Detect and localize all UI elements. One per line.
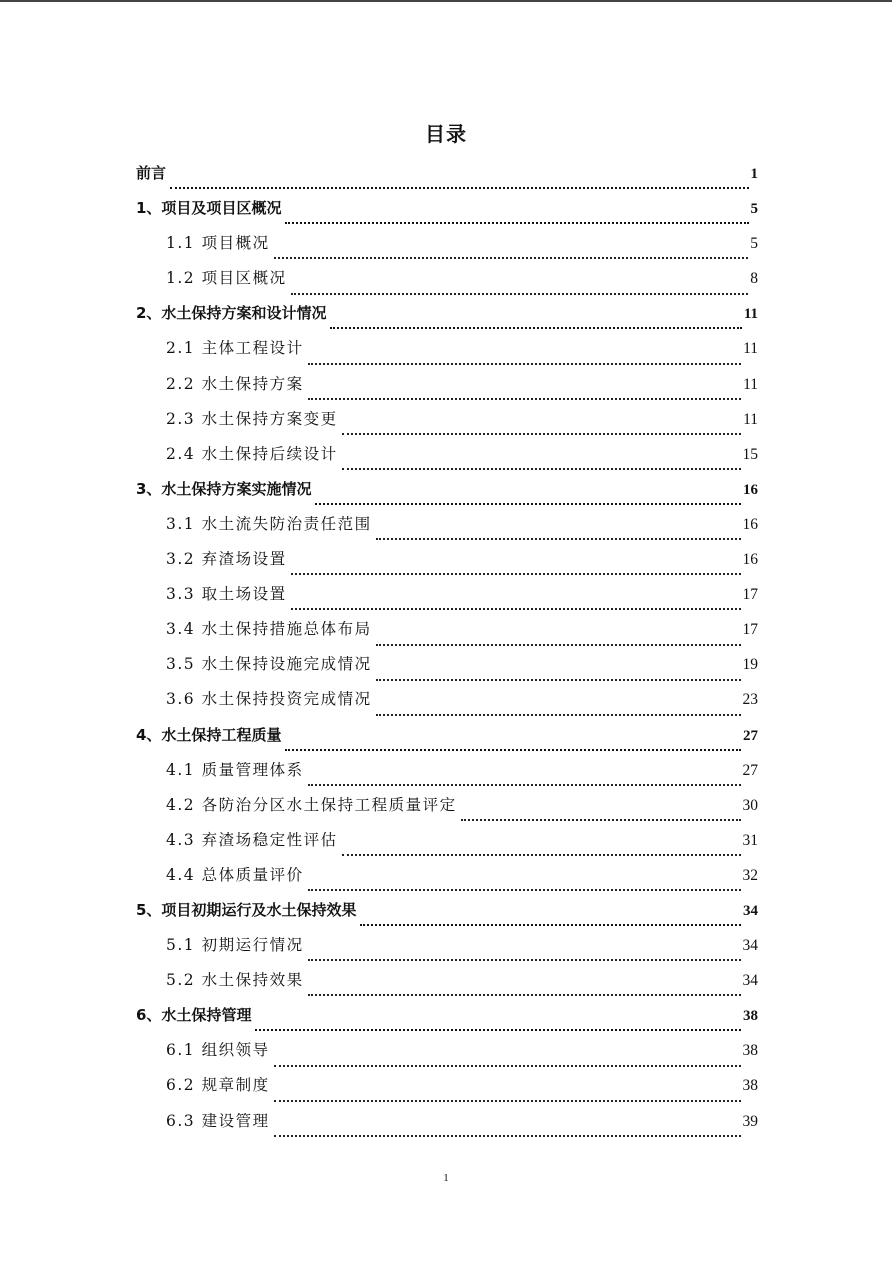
- toc-entry-page-number: 32: [742, 866, 758, 884]
- toc-dot-leader: [342, 417, 741, 435]
- toc-section-entry[interactable]: [136, 542, 758, 577]
- toc-entry-label: 5.2 水土保持效果: [166, 971, 304, 990]
- toc-entry-label: 1.2 项目区概况: [166, 269, 287, 288]
- toc-entry-label: 4.3 弃渣场稳定性评估: [166, 830, 338, 849]
- toc-dot-leader: [376, 698, 741, 716]
- toc-entry-page-number: 39: [742, 1112, 758, 1130]
- toc-entry-page-number: 8: [750, 270, 758, 288]
- toc-section-entry[interactable]: [136, 331, 758, 366]
- toc-section-entry[interactable]: [136, 577, 758, 612]
- toc-section-entry[interactable]: [136, 647, 758, 682]
- toc-chapter-entry[interactable]: [136, 156, 758, 191]
- toc-entry-label: 6.2 规章制度: [166, 1076, 270, 1095]
- toc-entry-page-number: 1: [750, 166, 758, 182]
- toc-entry-page-number: 5: [750, 235, 758, 253]
- toc-dot-leader: [376, 663, 741, 681]
- toc-section-entry[interactable]: [136, 226, 758, 261]
- toc-dot-leader: [274, 1084, 741, 1102]
- toc-entry-page-number: 27: [743, 727, 758, 744]
- toc-dot-leader: [291, 558, 741, 576]
- toc-entry-page-number: 17: [742, 586, 758, 604]
- toc-entry-label: 3.5 水土保持设施完成情况: [166, 655, 372, 674]
- toc-entry-page-number: 11: [743, 375, 758, 393]
- toc-entry-label: 6.3 建设管理: [166, 1111, 270, 1130]
- toc-chapter-entry[interactable]: [136, 718, 758, 753]
- toc-entry-label: 2.3 水土保持方案变更: [166, 409, 338, 428]
- toc-entry-label: 4.1 质量管理体系: [166, 760, 304, 779]
- toc-chapter-entry[interactable]: [136, 296, 758, 331]
- toc-entry-page-number: 16: [742, 551, 758, 569]
- toc-section-entry[interactable]: [136, 963, 758, 998]
- toc-entry-page-number: 19: [742, 656, 758, 674]
- toc-entry-label: 2、水土保持方案和设计情况: [136, 304, 327, 323]
- toc-entry-label: 2.2 水土保持方案: [166, 374, 304, 393]
- toc-dot-leader: [291, 277, 749, 295]
- toc-entry-page-number: 38: [742, 1077, 758, 1095]
- toc-entry-label: 4、水土保持工程质量: [136, 725, 282, 744]
- toc-entry-label: 1、项目及项目区概况: [136, 199, 282, 218]
- toc-entry-page-number: 15: [742, 445, 758, 463]
- toc-entry-page-number: 23: [742, 691, 758, 709]
- toc-entry-label: 4.2 各防治分区水土保持工程质量评定: [166, 795, 457, 814]
- toc-entry-page-number: 16: [742, 515, 758, 533]
- toc-dot-leader: [461, 803, 741, 821]
- toc-entry-page-number: 5: [750, 201, 758, 218]
- toc-entry-label: 2.1 主体工程设计: [166, 339, 304, 358]
- toc-dot-leader: [308, 874, 741, 892]
- toc-dot-leader: [308, 944, 741, 962]
- toc-section-entry[interactable]: [136, 1104, 758, 1139]
- toc-entry-page-number: 34: [742, 937, 758, 955]
- toc-section-entry[interactable]: [136, 788, 758, 823]
- toc-dot-leader: [376, 628, 741, 646]
- toc-entry-label: 3.3 取土场设置: [166, 585, 287, 604]
- toc-entry-page-number: 11: [743, 340, 758, 358]
- toc-section-entry[interactable]: [136, 928, 758, 963]
- toc-section-entry[interactable]: [136, 402, 758, 437]
- toc-entry-label: 前言: [136, 164, 167, 182]
- toc-section-entry[interactable]: [136, 367, 758, 402]
- toc-chapter-entry[interactable]: [136, 191, 758, 226]
- toc-dot-leader: [285, 734, 741, 751]
- toc-entry-page-number: 11: [743, 410, 758, 428]
- toc-entry-page-number: 16: [743, 481, 758, 498]
- toc-dot-leader: [342, 453, 741, 471]
- toc-section-entry[interactable]: [136, 682, 758, 717]
- toc-dot-leader: [308, 347, 741, 365]
- toc-entry-label: 5、项目初期运行及水土保持效果: [136, 900, 357, 919]
- toc-section-entry[interactable]: [136, 437, 758, 472]
- top-border-line: [0, 0, 892, 2]
- toc-chapter-entry[interactable]: [136, 893, 758, 928]
- toc-dot-leader: [360, 909, 741, 926]
- toc-entry-label: 3.2 弃渣场设置: [166, 550, 287, 569]
- toc-entry-label: 1.1 项目概况: [166, 234, 270, 253]
- toc-entry-label: 3.1 水土流失防治责任范围: [166, 514, 372, 533]
- toc-entry-page-number: 30: [742, 796, 758, 814]
- toc-section-entry[interactable]: [136, 612, 758, 647]
- toc-dot-leader: [376, 523, 741, 541]
- toc-dot-leader: [274, 1119, 741, 1137]
- page-title: 目录: [425, 122, 467, 146]
- toc-entry-page-number: 34: [742, 972, 758, 990]
- toc-entry-page-number: 34: [743, 902, 758, 919]
- toc-dot-leader: [330, 312, 741, 329]
- toc-entry-label: 5.1 初期运行情况: [166, 936, 304, 955]
- toc-section-entry[interactable]: [136, 261, 758, 296]
- toc-section-entry[interactable]: [136, 753, 758, 788]
- toc-entry-page-number: 27: [742, 761, 758, 779]
- toc-dot-leader: [285, 207, 748, 224]
- toc-dot-leader: [342, 839, 741, 857]
- toc-section-entry[interactable]: [136, 507, 758, 542]
- toc-entry-page-number: 31: [742, 831, 758, 849]
- page-number: 1: [443, 1172, 449, 1184]
- toc-dot-leader: [291, 593, 741, 611]
- toc-dot-leader: [308, 768, 741, 786]
- toc-entry-label: 4.4 总体质量评价: [166, 865, 304, 884]
- toc-entry-page-number: 38: [742, 1042, 758, 1060]
- toc-dot-leader: [315, 488, 741, 505]
- toc-dot-leader: [170, 172, 748, 189]
- toc-entry-label: 3.6 水土保持投资完成情况: [166, 690, 372, 709]
- toc-chapter-entry[interactable]: [136, 998, 758, 1033]
- toc-section-entry[interactable]: [136, 1068, 758, 1103]
- toc-dot-leader: [308, 979, 741, 997]
- toc-entry-page-number: 17: [742, 621, 758, 639]
- toc-entry-page-number: 11: [743, 306, 758, 323]
- toc-entry-label: 2.4 水土保持后续设计: [166, 444, 338, 463]
- toc-entry-page-number: 38: [743, 1008, 758, 1025]
- toc-section-entry[interactable]: [136, 823, 758, 858]
- toc-chapter-entry[interactable]: [136, 472, 758, 507]
- toc-section-entry[interactable]: [136, 1033, 758, 1068]
- table-of-contents: [136, 156, 758, 1139]
- toc-dot-leader: [274, 1049, 741, 1067]
- toc-entry-label: 6.1 组织领导: [166, 1041, 270, 1060]
- toc-dot-leader: [255, 1014, 741, 1031]
- toc-entry-label: 3.4 水土保持措施总体布局: [166, 620, 372, 639]
- toc-section-entry[interactable]: [136, 858, 758, 893]
- toc-dot-leader: [274, 242, 749, 260]
- toc-dot-leader: [308, 382, 741, 400]
- toc-entry-label: 3、水土保持方案实施情况: [136, 479, 312, 498]
- toc-entry-label: 6、水土保持管理: [136, 1006, 252, 1025]
